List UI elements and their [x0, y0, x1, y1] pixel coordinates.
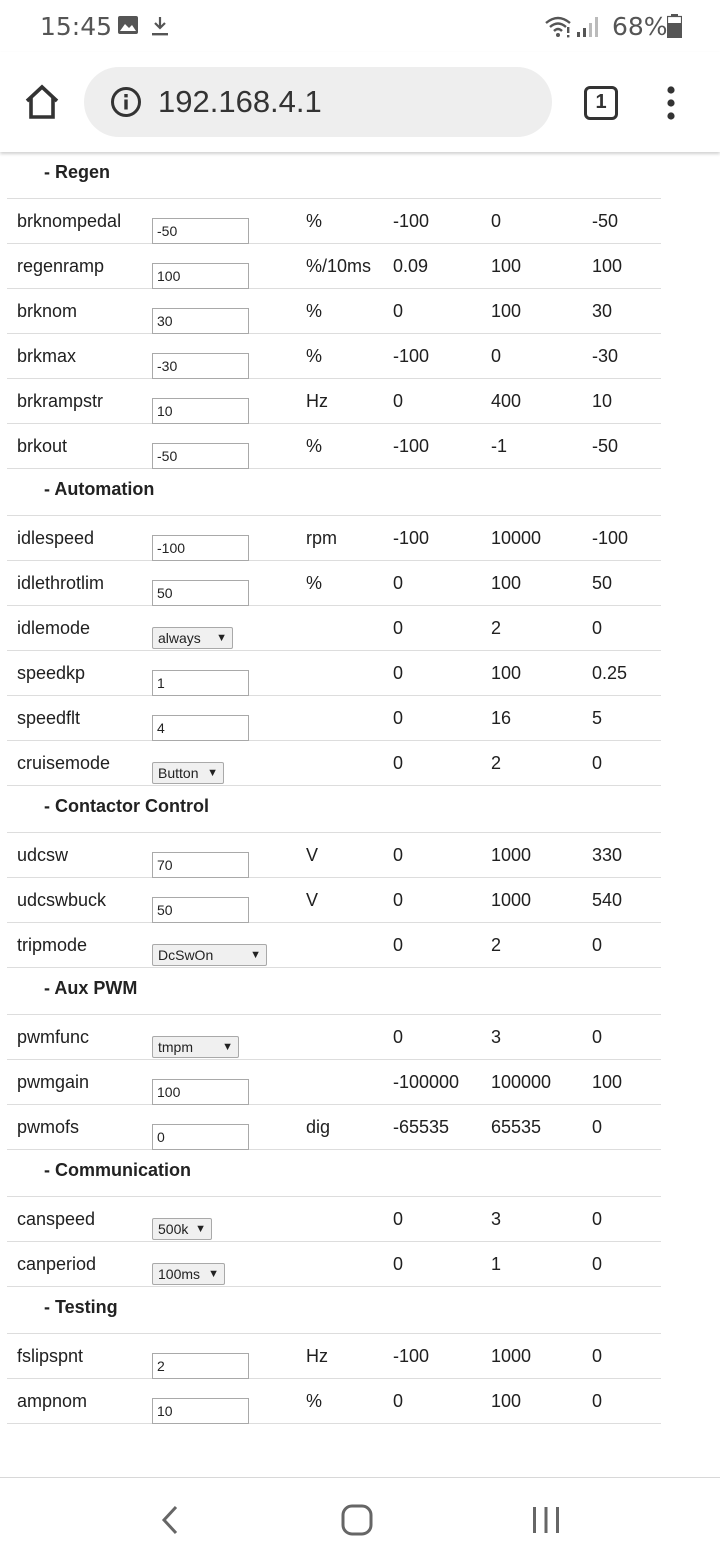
section-title: - Automation — [44, 479, 155, 499]
param-input-ampnom[interactable] — [152, 1398, 249, 1424]
param-value-cell — [152, 208, 249, 234]
select-value: 100ms — [158, 1266, 201, 1282]
param-value-cell — [152, 1343, 249, 1369]
param-select-canspeed[interactable] — [152, 1218, 212, 1240]
param-default: 0 — [592, 1254, 603, 1274]
param-input-udcswbuck[interactable] — [152, 897, 249, 923]
param-row-udcswbuck — [7, 878, 661, 923]
param-unit: % — [306, 1391, 323, 1411]
param-name: pwmofs — [17, 1117, 80, 1137]
param-max: 1000 — [491, 890, 532, 910]
param-value-cell — [152, 660, 249, 686]
param-input-brkrampstr[interactable] — [152, 398, 249, 424]
section-title: - Contactor Control — [44, 796, 209, 816]
back-icon[interactable] — [158, 1504, 182, 1536]
param-value-cell — [152, 570, 249, 596]
param-select-cruisemode[interactable] — [152, 762, 224, 784]
param-default: -100 — [592, 528, 629, 548]
param-max: 0 — [491, 346, 502, 366]
param-max: 1000 — [491, 845, 532, 865]
system-nav-bar — [0, 1477, 720, 1560]
param-value-cell — [152, 433, 249, 459]
section-header — [7, 469, 661, 516]
section-title: - Testing — [44, 1297, 118, 1317]
param-default: -50 — [592, 436, 619, 456]
param-max: 0 — [491, 211, 502, 231]
param-name: brkout — [17, 436, 68, 456]
param-name: brkmax — [17, 346, 77, 366]
param-input-idlespeed[interactable] — [152, 535, 249, 561]
status-time: 15:45 — [40, 12, 113, 41]
param-max: 16 — [491, 708, 512, 728]
param-name: speedflt — [17, 708, 81, 728]
param-input-idlethrotlim[interactable] — [152, 580, 249, 606]
param-row-regenramp — [7, 244, 661, 289]
param-default: 0 — [592, 1117, 603, 1137]
param-max: 100 — [491, 301, 522, 321]
param-min: -100 — [393, 436, 430, 456]
param-name: ampnom — [17, 1391, 88, 1411]
param-name: tripmode — [17, 935, 88, 955]
parameter-table — [7, 152, 661, 1424]
param-row-brkout — [7, 424, 661, 469]
select-value: 500k — [158, 1221, 189, 1237]
select-value: Button — [158, 765, 199, 781]
param-value-cell — [152, 750, 224, 781]
select-value: tmpm — [158, 1039, 193, 1055]
chevron-down-icon: ▼ — [207, 767, 218, 779]
param-min: 0 — [393, 301, 404, 321]
section-header — [7, 968, 661, 1015]
param-name: pwmgain — [17, 1072, 90, 1092]
more-menu-icon[interactable] — [664, 86, 678, 120]
param-value-cell — [152, 1251, 225, 1282]
param-min: 0 — [393, 890, 404, 910]
param-min: 0 — [393, 573, 404, 593]
param-default: 330 — [592, 845, 623, 865]
param-min: -100000 — [393, 1072, 460, 1092]
param-row-brknom — [7, 289, 661, 334]
chevron-down-icon: ▼ — [250, 949, 261, 961]
param-row-pwmgain — [7, 1060, 661, 1105]
param-value-cell — [152, 1206, 212, 1237]
param-select-tripmode[interactable] — [152, 944, 267, 966]
param-name: udcsw — [17, 845, 69, 865]
param-max: 100000 — [491, 1072, 552, 1092]
param-max: 1000 — [491, 1346, 532, 1366]
param-default: 0 — [592, 618, 603, 638]
param-value-cell — [152, 343, 249, 369]
param-value-cell — [152, 1114, 249, 1140]
param-input-brkmax[interactable] — [152, 353, 249, 379]
param-select-canperiod[interactable] — [152, 1263, 225, 1285]
param-name: idlespeed — [17, 528, 95, 548]
param-max: 100 — [491, 663, 522, 683]
param-max: 3 — [491, 1027, 502, 1047]
param-default: 100 — [592, 256, 623, 276]
param-value-cell — [152, 298, 249, 324]
param-unit: % — [306, 573, 323, 593]
param-row-speedflt — [7, 696, 661, 741]
param-input-pwmgain[interactable] — [152, 1079, 249, 1105]
param-max: -1 — [491, 436, 508, 456]
param-row-idlethrotlim — [7, 561, 661, 606]
battery-icon — [667, 14, 682, 38]
param-default: 540 — [592, 890, 623, 910]
param-max: 1 — [491, 1254, 502, 1274]
param-min: -100 — [393, 528, 430, 548]
param-value-cell — [152, 1024, 239, 1055]
chevron-down-icon: ▼ — [222, 1041, 233, 1053]
param-input-speedflt[interactable] — [152, 715, 249, 741]
param-value-cell — [152, 887, 249, 913]
param-default: 50 — [592, 573, 613, 593]
param-row-udcsw — [7, 833, 661, 878]
select-value: DcSwOn — [158, 947, 214, 963]
recent-apps-icon[interactable] — [530, 1504, 562, 1536]
param-select-pwmfunc[interactable] — [152, 1036, 239, 1058]
param-default: 5 — [592, 708, 603, 728]
param-row-pwmofs — [7, 1105, 661, 1150]
chevron-down-icon: ▼ — [208, 1268, 219, 1280]
param-default: 0 — [592, 1209, 603, 1229]
param-unit: V — [306, 890, 319, 910]
section-header — [7, 1287, 661, 1334]
download-icon — [150, 15, 170, 37]
param-unit: rpm — [306, 528, 337, 548]
param-row-ampnom — [7, 1379, 661, 1424]
browser-toolbar — [0, 52, 720, 152]
param-max: 2 — [491, 618, 502, 638]
param-unit: % — [306, 211, 323, 231]
param-max: 400 — [491, 391, 522, 411]
param-row-brkrampstr — [7, 379, 661, 424]
param-default: 10 — [592, 391, 613, 411]
param-select-idlemode[interactable] — [152, 627, 233, 649]
param-input-speedkp[interactable] — [152, 670, 249, 696]
section-header — [7, 152, 661, 199]
param-min: 0 — [393, 708, 404, 728]
param-input-fslipspnt[interactable] — [152, 1353, 249, 1379]
param-unit: % — [306, 436, 323, 456]
param-max: 100 — [491, 1391, 522, 1411]
param-input-brkout[interactable] — [152, 443, 249, 469]
param-value-cell — [152, 615, 233, 646]
page-content — [0, 152, 720, 1477]
param-min: 0 — [393, 1209, 404, 1229]
param-default: -50 — [592, 211, 619, 231]
param-row-speedkp — [7, 651, 661, 696]
param-name: idlemode — [17, 618, 91, 638]
param-max: 100 — [491, 573, 522, 593]
param-row-canspeed — [7, 1197, 661, 1242]
param-input-brknompedal[interactable] — [152, 218, 249, 244]
param-min: 0 — [393, 845, 404, 865]
param-default: 0 — [592, 935, 603, 955]
param-name: idlethrotlim — [17, 573, 105, 593]
param-min: -100 — [393, 1346, 430, 1366]
address-bar[interactable] — [84, 67, 552, 137]
param-value-cell — [152, 253, 249, 279]
url-text[interactable]: 192.168.4.1 — [158, 84, 322, 119]
param-name: brknompedal — [17, 211, 122, 231]
param-min: 0 — [393, 753, 404, 773]
param-default: -30 — [592, 346, 619, 366]
param-default: 0 — [592, 1391, 603, 1411]
param-unit: % — [306, 346, 323, 366]
param-default: 0 — [592, 1027, 603, 1047]
section-header — [7, 1150, 661, 1197]
param-unit: % — [306, 301, 323, 321]
param-min: -65535 — [393, 1117, 450, 1137]
param-min: 0 — [393, 1027, 404, 1047]
param-value-cell — [152, 525, 249, 551]
param-max: 2 — [491, 935, 502, 955]
param-default: 0.25 — [592, 663, 628, 683]
section-title: - Regen — [44, 162, 111, 182]
param-unit: Hz — [306, 391, 328, 411]
chevron-down-icon: ▼ — [195, 1223, 206, 1235]
param-max: 2 — [491, 753, 502, 773]
param-default: 30 — [592, 301, 613, 321]
param-input-udcsw[interactable] — [152, 852, 249, 878]
home-button[interactable] — [22, 82, 62, 122]
param-name: udcswbuck — [17, 890, 107, 910]
param-unit: V — [306, 845, 319, 865]
param-default: 0 — [592, 753, 603, 773]
tab-switcher-button[interactable]: 1 — [584, 86, 618, 120]
param-row-pwmfunc — [7, 1015, 661, 1060]
home-icon[interactable] — [340, 1504, 374, 1536]
signal-icon — [576, 14, 598, 38]
param-min: 0 — [393, 935, 404, 955]
image-icon — [117, 15, 139, 35]
param-min: -100 — [393, 211, 430, 231]
param-name: canperiod — [17, 1254, 97, 1274]
param-name: brkrampstr — [17, 391, 104, 411]
param-name: cruisemode — [17, 753, 111, 773]
param-input-brknom[interactable] — [152, 308, 249, 334]
param-row-tripmode — [7, 923, 661, 968]
param-row-fslipspnt — [7, 1334, 661, 1379]
param-row-brknompedal — [7, 199, 661, 244]
param-name: canspeed — [17, 1209, 96, 1229]
select-value: always — [158, 630, 201, 646]
param-row-idlespeed — [7, 516, 661, 561]
chevron-down-icon: ▼ — [216, 632, 227, 644]
param-unit: Hz — [306, 1346, 328, 1366]
param-min: 0.09 — [393, 256, 429, 276]
param-min: 0 — [393, 1391, 404, 1411]
param-min: 0 — [393, 391, 404, 411]
param-name: brknom — [17, 301, 78, 321]
param-min: -100 — [393, 346, 430, 366]
param-unit: dig — [306, 1117, 331, 1137]
param-row-brkmax — [7, 334, 661, 379]
status-bar — [0, 0, 720, 52]
param-max: 65535 — [491, 1117, 542, 1137]
param-min: 0 — [393, 1254, 404, 1274]
param-value-cell — [152, 388, 249, 414]
section-title: - Communication — [44, 1160, 191, 1180]
param-value-cell — [152, 842, 249, 868]
param-input-regenramp[interactable] — [152, 263, 249, 289]
param-default: 100 — [592, 1072, 623, 1092]
wifi-icon — [544, 14, 572, 38]
battery-percent: 68% — [612, 12, 668, 41]
param-name: pwmfunc — [17, 1027, 90, 1047]
section-header — [7, 786, 661, 833]
param-value-cell — [152, 1388, 249, 1414]
param-min: 0 — [393, 618, 404, 638]
param-row-idlemode — [7, 606, 661, 651]
param-value-cell — [152, 1069, 249, 1095]
param-default: 0 — [592, 1346, 603, 1366]
param-min: 0 — [393, 663, 404, 683]
param-row-cruisemode — [7, 741, 661, 786]
param-max: 10000 — [491, 528, 542, 548]
param-max: 3 — [491, 1209, 502, 1229]
param-input-pwmofs[interactable] — [152, 1124, 249, 1150]
param-unit: %/10ms — [306, 256, 372, 276]
param-value-cell — [152, 932, 267, 963]
info-icon[interactable] — [110, 86, 142, 118]
param-name: fslipspnt — [17, 1346, 84, 1366]
section-title: - Aux PWM — [44, 978, 138, 998]
param-row-canperiod — [7, 1242, 661, 1287]
param-value-cell — [152, 705, 249, 731]
param-name: regenramp — [17, 256, 105, 276]
param-name: speedkp — [17, 663, 86, 683]
param-max: 100 — [491, 256, 522, 276]
